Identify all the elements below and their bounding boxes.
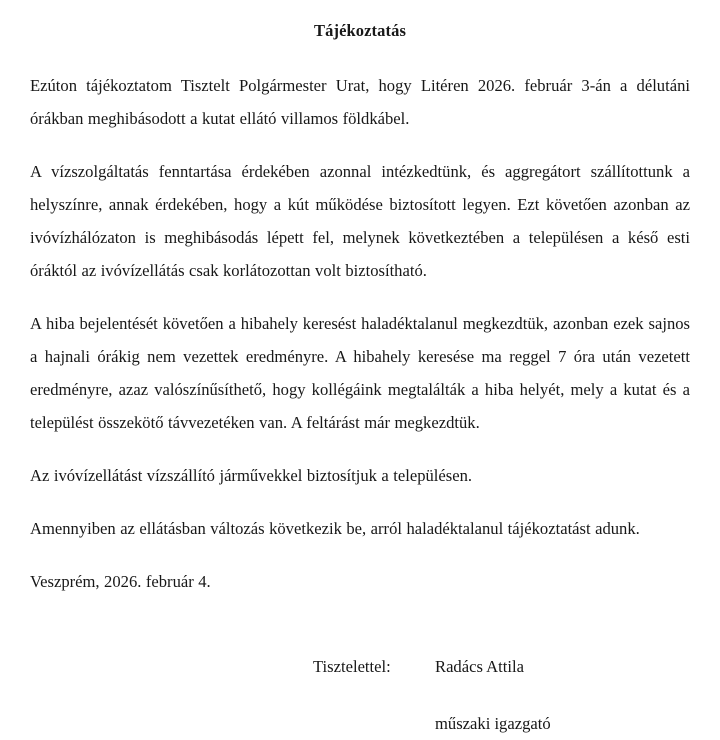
signature-name-row [313, 650, 690, 683]
document-body [30, 69, 690, 598]
signature-block [30, 650, 690, 740]
date-line: Veszprém, 2026. február 4. [30, 571, 211, 591]
paragraph-4: Az ivóvízellátást vízszállító járművekkel biztosítjuk a településen. [30, 465, 473, 485]
paragraph-5: Amennyiben az ellátásban változás következik be, arról haladéktalanul tájékoztatást adunk. [30, 518, 640, 538]
signature-name: Radács Attila [435, 656, 524, 676]
signature-job-title: műszaki igazgató [435, 713, 551, 733]
paragraph-2: A vízszolgáltatás fenntartása érdekében azonnal intézkedtünk, és aggregátort szállítottunk a helyszínre, annak érdekében, hogy a kút működése biztosított legyen. Ezt követően azonban az ivóvízhálózaton is meghibásodás lépett fel, melynek következtében a településen a késő esti óráktól az ivóvízellátás csak korlátozottan volt biztosítható. [30, 161, 690, 280]
page-title: Tájékoztatás [314, 21, 406, 40]
paragraph-3: A hiba bejelentését követően a hibahely keresést haladéktalanul megkezdtük, azonban ezek sajnos a hajnali órákig nem vezettek eredményre. A hibahely keresése ma reggel 7 óra után vezetett eredményre, azaz valószínűsíthető, hogy kollégáink megtalálták a hiba helyét, mely a kutat és a települést összekötő távvezetéken van. A feltárást már megkezdtük. [30, 313, 690, 432]
paragraph-1: Ezúton tájékoztatom Tisztelt Polgármester Urat, hogy Litéren 2026. február 3-án a délutáni órákban meghibásodott a kutat ellátó villamos földkábel. [30, 75, 690, 128]
signature-closing-label: Tisztelettel: [313, 656, 391, 676]
